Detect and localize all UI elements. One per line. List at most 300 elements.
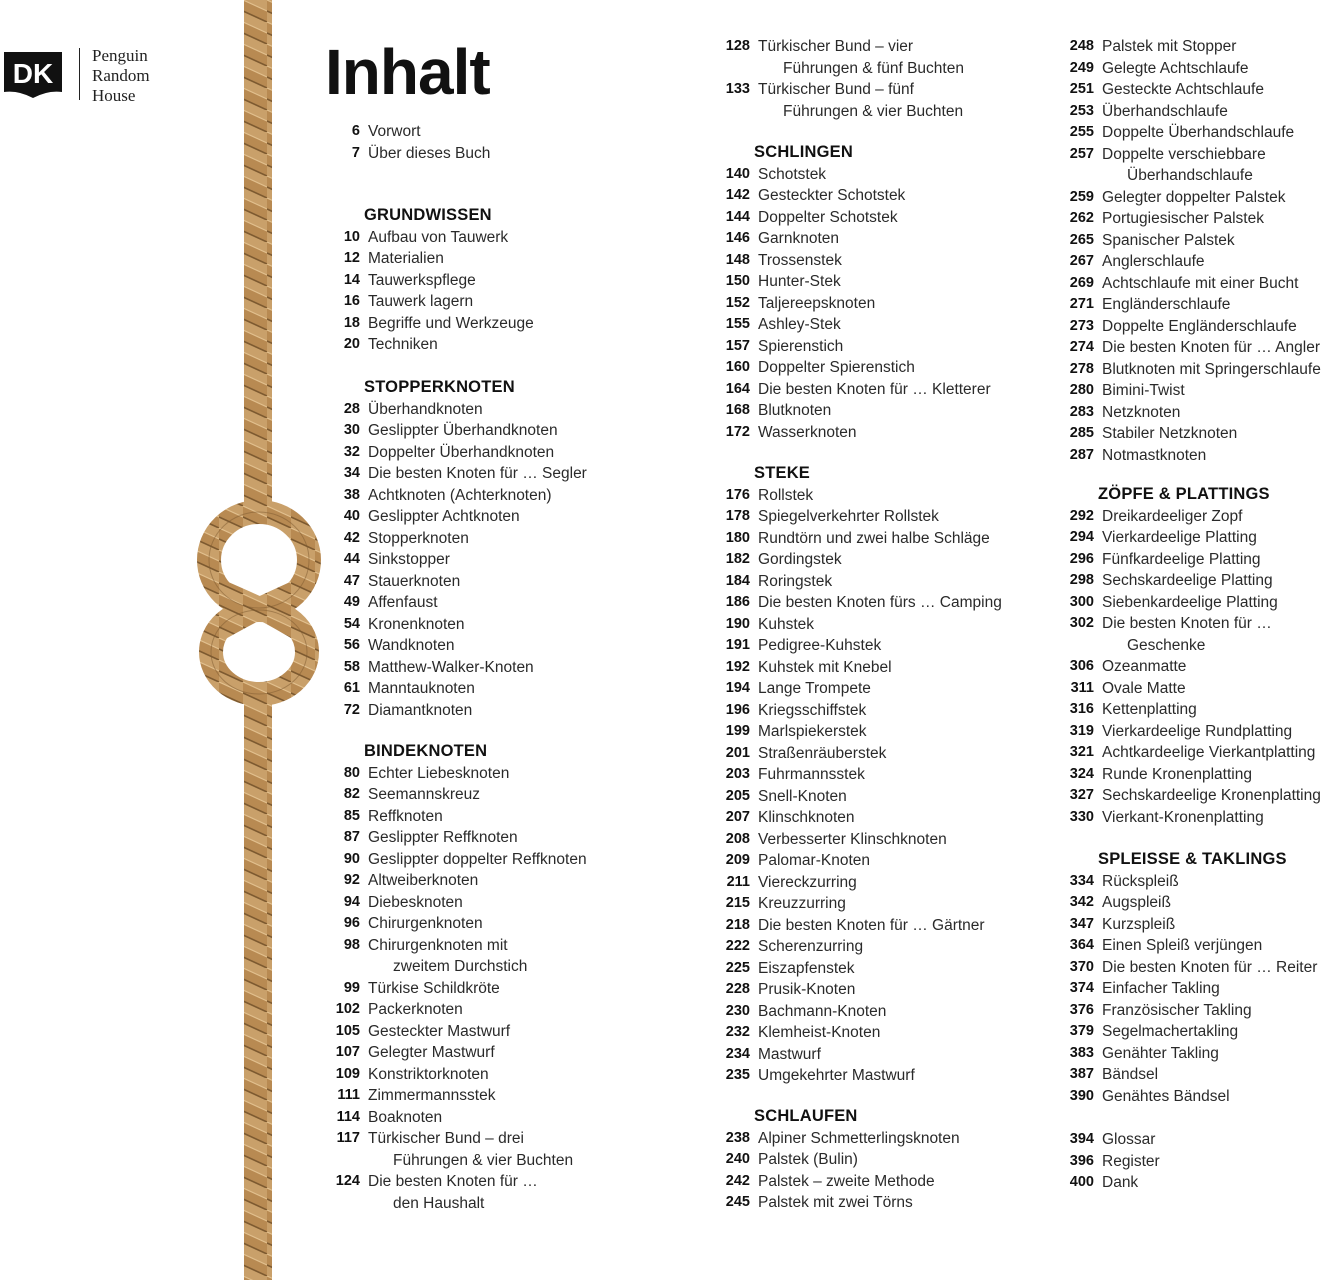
toc-entry[interactable] [330,334,534,356]
toc-entry[interactable] [720,958,1002,980]
toc-entry[interactable] [330,121,490,143]
toc-entry[interactable] [1064,294,1321,316]
toc-entry[interactable] [720,36,964,58]
toc-entry[interactable] [1064,678,1321,700]
entry-title: Palomar-Knoten [758,852,871,869]
toc-entry[interactable] [1064,251,1321,273]
page-number: 178 [725,508,750,524]
toc-section [1064,36,1321,466]
toc-entry[interactable] [1064,1064,1317,1086]
page-number: 242 [725,1172,750,1189]
entry-title: Gelegter doppelter Palstek [1102,188,1286,206]
toc-entry[interactable] [1064,592,1321,614]
page-number: 300 [1069,593,1094,610]
entry-title: Portugiesischer Palstek [1102,210,1264,227]
toc-entry[interactable] [330,420,587,442]
toc-entry[interactable] [1064,122,1321,144]
toc-entry[interactable] [330,442,587,464]
toc-entry[interactable] [720,614,1002,636]
entry-title: Schotstek [758,165,827,183]
toc-entry[interactable] [720,678,1002,700]
toc-entry[interactable] [330,913,587,935]
toc-entry[interactable] [720,1171,960,1193]
entry-title: Straßenräuberstek [758,744,887,762]
toc-entry[interactable] [330,506,587,528]
toc-section [720,1106,960,1214]
toc-entry[interactable] [330,463,587,485]
toc-entry[interactable] [330,806,587,828]
toc-entry[interactable] [330,313,534,335]
toc-entry[interactable] [720,400,991,422]
toc-section [330,377,587,721]
toc-entry[interactable] [720,228,991,250]
toc-entry[interactable] [720,207,991,229]
page-number: 111 [337,1087,360,1103]
entry-title: Matthew-Walker-Knoten [368,658,534,676]
toc-entry-continuation[interactable] [330,956,587,978]
entry-title: Doppelte Überhandschlaufe [1102,124,1295,141]
page-number: 72 [343,701,360,718]
page-number: 253 [1069,102,1094,119]
entry-title: Register [1102,1152,1160,1170]
toc-entry[interactable] [720,1022,1002,1044]
page-number: 330 [1069,808,1094,825]
toc-entry[interactable] [1064,764,1321,786]
entry-title: Stopperknoten [368,529,469,547]
toc-entry[interactable] [720,592,1002,614]
entry-title: Kettenplatting [1102,701,1197,718]
toc-entry[interactable] [720,357,991,379]
page-number: 105 [335,1022,360,1039]
toc-entry[interactable] [720,893,1002,915]
page-number: 347 [1069,915,1094,932]
toc-entry[interactable] [720,506,1002,528]
entry-title: Sechskardeelige Kronenplatting [1102,787,1321,804]
entry-title: Gordingstek [758,551,842,568]
entry-title: Einen Spleiß verjüngen [1102,937,1263,954]
toc-entry[interactable] [330,399,587,421]
toc-entry[interactable] [1064,957,1317,979]
toc-entry[interactable] [330,614,587,636]
page-number: 168 [725,402,750,418]
page-number: 298 [1069,572,1094,588]
toc-entry[interactable] [330,485,587,507]
page-number: 190 [725,615,750,632]
toc-entry[interactable] [720,271,991,293]
entry-title: Netzknoten [1102,403,1181,421]
toc-entry[interactable] [330,978,587,1000]
toc-entry[interactable] [1064,187,1321,209]
entry-title: Gelegter Mastwurf [368,1044,495,1061]
entry-title: Türkischer Bund – vier [758,38,914,55]
toc-entry[interactable] [330,635,587,657]
page-number: 209 [725,852,750,868]
entry-title: Manntauknoten [368,680,475,697]
page-number: 30 [343,422,360,438]
toc-entry[interactable] [330,935,587,957]
toc-entry[interactable] [1064,423,1321,445]
toc-entry[interactable] [720,571,1002,593]
page-number: 321 [1069,744,1094,760]
page-number: 16 [343,293,360,309]
entry-title: Geslippter Überhandknoten [368,422,558,439]
section-heading: SCHLAUFEN [754,1107,858,1125]
toc-entry[interactable] [330,1042,587,1064]
toc-entry[interactable] [1064,871,1317,893]
entry-title: Kurzspleiß [1102,915,1176,933]
entry-title: Sechskardeelige Platting [1102,572,1273,589]
entry-title: Blutknoten [758,402,832,419]
toc-entry[interactable] [330,827,587,849]
toc-entry[interactable] [720,314,991,336]
toc-entry[interactable] [330,892,587,914]
toc-entry[interactable] [1064,1021,1317,1043]
toc-entry[interactable] [330,763,587,785]
entry-title: Mastwurf [758,1045,821,1063]
toc-entry[interactable] [1064,359,1321,381]
page-number: 96 [343,915,360,931]
toc-entry[interactable] [720,1001,1002,1023]
toc-entry[interactable] [1064,785,1321,807]
toc-entry[interactable] [720,185,991,207]
page-number: 251 [1069,81,1094,97]
toc-entry[interactable] [720,549,1002,571]
entry-title: Viereckzurring [758,873,857,891]
toc-entry-continuation[interactable] [720,101,964,123]
entry-title: Stauerknoten [368,572,461,590]
toc-entry[interactable] [330,1128,587,1150]
entry-title: Kuhstek mit Knebel [758,658,892,676]
entry-title: Klinschknoten [758,809,855,826]
page-number: 269 [1069,274,1094,291]
toc-entry[interactable] [330,571,587,593]
page-number: 208 [725,830,750,847]
toc-section [1064,849,1317,1107]
entry-title: Klemheist-Knoten [758,1024,881,1041]
toc-entry[interactable] [330,1171,587,1193]
toc-entry[interactable] [720,528,1002,550]
toc-entry[interactable] [1064,1000,1317,1022]
toc-entry[interactable] [330,700,587,722]
toc-entry[interactable] [1064,807,1321,829]
toc-entry[interactable] [330,143,490,165]
page-number: 38 [343,486,360,503]
toc-entry[interactable] [1064,273,1321,295]
entry-title: Lange Trompete [758,680,871,697]
toc-entry[interactable] [330,784,587,806]
toc-entry[interactable] [330,1107,587,1129]
toc-entry[interactable] [1064,58,1321,80]
page-number: 324 [1069,765,1094,782]
entry-title: Kronenknoten [368,615,465,633]
entry-title: Französischer Takling [1102,1001,1252,1019]
entry-title: Genähtes Bändsel [1102,1087,1230,1105]
toc-entry[interactable] [1064,549,1321,571]
entry-title: Trossenstek [758,251,842,269]
toc-entry[interactable] [720,979,1002,1001]
entry-title: Roringstek [758,572,833,590]
entry-title: Überhandschlaufe [1127,167,1253,184]
toc-entry[interactable] [1064,230,1321,252]
section-heading: GRUNDWISSEN [364,206,492,224]
toc-entry[interactable] [720,807,1002,829]
toc-entry[interactable] [720,293,991,315]
entry-title: Segelmachertakling [1102,1023,1239,1040]
entry-title: Blutknoten mit Springerschlaufe [1102,360,1321,378]
toc-entry[interactable] [720,250,991,272]
page-number: 218 [725,916,750,933]
toc-entry[interactable] [1064,1172,1160,1194]
page-number: 133 [725,81,750,97]
entry-title: Türkise Schildkröte [368,979,500,997]
entry-title: Marlspiekerstek [758,723,867,740]
entry-title: Diamantknoten [368,701,473,719]
toc-entry[interactable] [720,336,991,358]
toc-entry[interactable] [1064,1043,1317,1065]
toc-entry[interactable] [1064,316,1321,338]
page-number: 205 [725,787,750,804]
toc-entry[interactable] [1064,914,1317,936]
entry-title: zweitem Durchstich [393,958,528,975]
entry-title: Die besten Knoten für … Reiter [1102,958,1318,976]
page-number: 319 [1069,722,1094,739]
page-number: 248 [1069,38,1094,54]
toc-entry[interactable] [720,657,1002,679]
toc-entry[interactable] [1064,36,1321,58]
toc-entry[interactable] [1064,721,1321,743]
page-number: 262 [1069,210,1094,226]
entry-title: Vierkardeelige Platting [1102,529,1257,546]
toc-section [720,463,1002,1087]
toc-entry[interactable] [720,485,1002,507]
toc-entry[interactable] [1064,742,1321,764]
toc-entry[interactable] [330,291,534,313]
toc-entry[interactable] [1064,527,1321,549]
page-number: 20 [343,336,360,352]
page-number: 257 [1069,145,1094,162]
entry-title: Umgekehrter Mastwurf [758,1067,915,1084]
toc-entry-continuation[interactable] [330,1150,587,1172]
toc-entry[interactable] [330,592,587,614]
toc-entry[interactable] [1064,445,1321,467]
toc-entry[interactable] [1064,935,1317,957]
page-number: 235 [725,1067,750,1083]
toc-entry[interactable] [330,657,587,679]
toc-section [330,205,534,356]
page-number: 196 [725,701,750,718]
toc-section [330,741,587,1214]
page-number: 249 [1069,59,1094,76]
page-number: 192 [725,658,750,675]
toc-entry[interactable] [720,1128,960,1150]
toc-entry[interactable] [720,700,1002,722]
toc-entry[interactable] [720,422,991,444]
toc-entry[interactable] [1064,506,1321,528]
toc-entry[interactable] [720,1044,1002,1066]
toc-entry[interactable] [330,849,587,871]
page-number: 376 [1069,1001,1094,1018]
toc-entry-continuation[interactable] [330,1193,587,1215]
entry-title: Materialien [368,250,444,267]
page-number: 34 [343,465,360,481]
toc-section [720,142,991,443]
entry-title: Geslippter Achtknoten [368,508,520,525]
entry-title: Affenfaust [368,594,438,611]
page-number: 44 [343,551,360,567]
page-number: 265 [1069,231,1094,248]
toc-entry[interactable] [720,743,1002,765]
page-number: 238 [725,1129,750,1146]
page-number: 102 [335,1001,360,1017]
toc-entry[interactable] [720,915,1002,937]
entry-title: Snell-Knoten [758,787,847,805]
toc-entry[interactable] [720,786,1002,808]
entry-title: Wasserknoten [758,423,857,441]
svg-text:DK: DK [12,58,54,89]
entry-title: Ovale Matte [1102,679,1186,697]
page-number: 14 [343,271,360,288]
entry-title: Fuhrmannsstek [758,766,865,783]
page-number: 6 [351,123,360,139]
toc-entry[interactable] [1064,1086,1317,1108]
page-number: 390 [1069,1087,1094,1104]
toc-entry[interactable] [1064,656,1321,678]
toc-entry[interactable] [720,872,1002,894]
page-number: 306 [1069,658,1094,674]
page-title: Inhalt [325,36,490,108]
page-number: 99 [343,979,360,996]
toc-entry-continuation[interactable] [1064,165,1321,187]
entry-title: Führungen & vier Buchten [393,1151,574,1169]
entry-title: Über dieses Buch [368,144,491,162]
toc-entry[interactable] [330,270,534,292]
page-number: 176 [725,486,750,503]
page-number: 274 [1069,339,1094,355]
toc-entry[interactable] [720,79,964,101]
page-number: 40 [343,508,360,524]
entry-title: Führungen & fünf Buchten [783,59,964,77]
entry-title: Tauwerk lagern [368,293,474,310]
toc-entry[interactable] [720,721,1002,743]
page-number: 180 [725,529,750,546]
toc-entry[interactable] [330,999,587,1021]
entry-title: Überhandknoten [368,400,483,418]
toc-entry[interactable] [330,1085,587,1107]
entry-title: Scherenzurring [758,938,864,955]
toc-entry[interactable] [330,678,587,700]
toc-entry[interactable] [330,870,587,892]
page-number: 28 [343,400,360,417]
entry-title: Tauwerkspflege [368,271,476,289]
toc-entry[interactable] [330,1021,587,1043]
toc-entry[interactable] [330,227,534,249]
page-number: 259 [1069,188,1094,205]
entry-title: Sinkstopper [368,551,450,568]
page-number: 7 [351,144,360,161]
toc-entry[interactable] [720,936,1002,958]
toc-entry[interactable] [720,379,991,401]
toc-entry[interactable] [1064,892,1317,914]
toc-entry[interactable] [330,528,587,550]
toc-entry[interactable] [330,549,587,571]
toc-entry[interactable] [1064,208,1321,230]
toc-entry[interactable] [1064,402,1321,424]
toc-entry[interactable] [330,248,534,270]
entry-title: Prusik-Knoten [758,981,856,998]
toc-entry[interactable] [720,764,1002,786]
entry-title: Kriegsschiffstek [758,701,867,719]
toc-entry[interactable] [1064,144,1321,166]
toc-entry-continuation[interactable] [1064,635,1321,657]
toc-entry[interactable] [1064,699,1321,721]
toc-entry[interactable] [720,635,1002,657]
toc-entry[interactable] [720,1192,960,1214]
toc-entry[interactable] [720,850,1002,872]
page-number: 292 [1069,507,1094,524]
toc-entry[interactable] [1064,570,1321,592]
entry-title: Boaknoten [368,1108,443,1126]
page-number: 152 [725,294,750,311]
entry-title: Ozeanmatte [1102,658,1187,675]
dk-logo-icon [2,50,64,96]
toc-entry[interactable] [1064,380,1321,402]
page-number: 191 [725,637,750,653]
entry-title: Vierkant-Kronenplatting [1102,808,1264,826]
toc-entry[interactable] [1064,978,1317,1000]
page-number: 182 [725,551,750,567]
toc-entry[interactable] [720,829,1002,851]
page-number: 379 [1069,1023,1094,1039]
publisher-line: Penguin [92,46,148,65]
toc-entry[interactable] [1064,337,1321,359]
toc-entry[interactable] [1064,79,1321,101]
toc-entry[interactable] [1064,1151,1160,1173]
toc-entry[interactable] [720,1149,960,1171]
toc-entry[interactable] [720,1065,1002,1087]
entry-title: Taljereepsknoten [758,294,876,312]
entry-title: Anglerschlaufe [1102,253,1205,270]
toc-entry[interactable] [1064,1129,1160,1151]
entry-title: Begriffe und Werkzeuge [368,314,534,332]
entry-title: Die besten Knoten fürs … Camping [758,594,1002,611]
entry-title: Packerknoten [368,1001,463,1018]
page-number: 124 [335,1173,360,1189]
entry-title: Vorwort [368,123,421,140]
section-heading: STEKE [754,464,811,482]
entry-title: Altweiberknoten [368,872,479,889]
section-heading: SPLEISSE & TAKLINGS [1098,850,1287,868]
entry-title: Diebesknoten [368,893,463,911]
entry-title: Rückspleiß [1102,872,1179,890]
toc-entry[interactable] [1064,101,1321,123]
page-number: 334 [1069,872,1094,889]
entry-title: Türkischer Bund – fünf [758,81,914,98]
entry-title: Siebenkardeelige Platting [1102,593,1278,611]
page-number: 230 [725,1002,750,1019]
page-number: 18 [343,314,360,331]
entry-title: Doppelter Spierenstich [758,359,915,376]
toc-entry[interactable] [1064,613,1321,635]
entry-title: Die besten Knoten für … Segler [368,465,587,482]
entry-title: Glossar [1102,1131,1156,1148]
toc-entry[interactable] [330,1064,587,1086]
entry-title: Fünfkardeelige Platting [1102,550,1261,568]
entry-title: Führungen & vier Buchten [783,102,964,120]
toc-entry[interactable] [720,164,991,186]
entry-title: Gelegte Achtschlaufe [1102,59,1249,77]
toc-section [1064,1129,1160,1194]
toc-entry-continuation[interactable] [720,58,964,80]
